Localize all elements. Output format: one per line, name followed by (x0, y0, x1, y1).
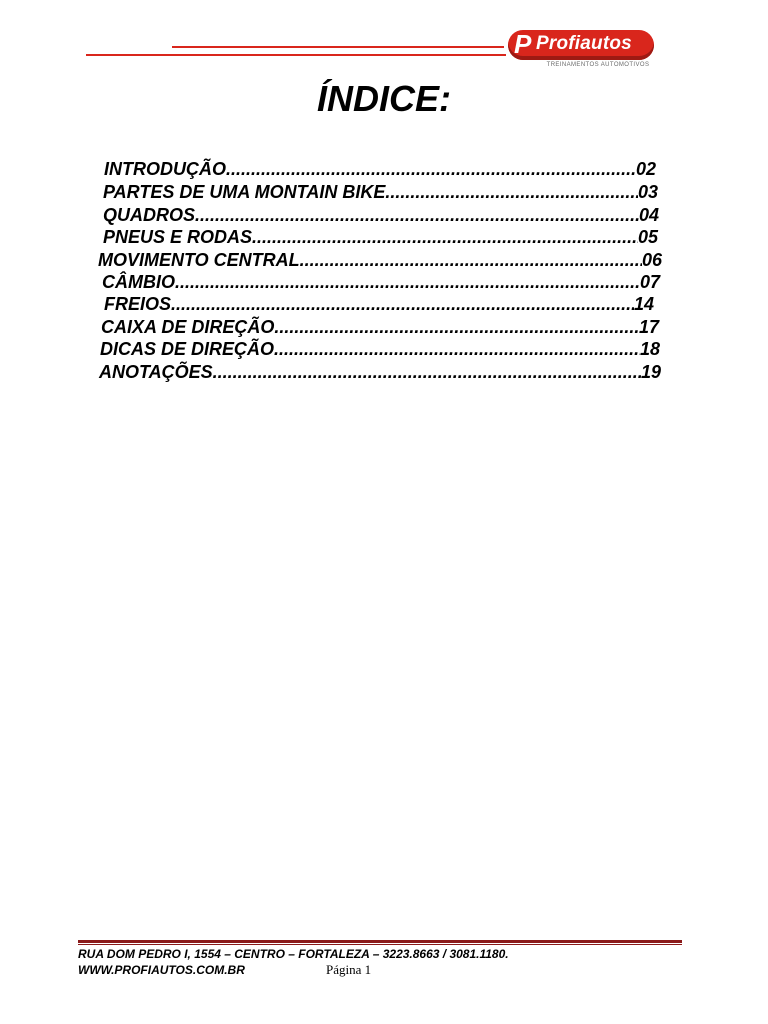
toc-leader (300, 250, 642, 271)
toc-entry (101, 317, 659, 339)
toc-leader (213, 362, 641, 383)
footer-rule (78, 944, 682, 945)
footer-address: RUA DOM PEDRO I, 1554 – CENTRO – FORTALEZA – 3223.8663 / 3081.1180. (78, 947, 509, 961)
footer-website: WWW.PROFIAUTOS.COM.BR (78, 963, 245, 977)
toc-entry-page: 07 (639, 272, 660, 292)
toc-leader (385, 182, 638, 203)
footer-rule (78, 940, 682, 943)
toc-entry-label: CAIXA DE DIREÇÃO (101, 317, 275, 337)
page-number: Página 1 (326, 962, 372, 977)
toc-entry-page: 14 (633, 294, 654, 314)
logo-name: Profiautos (536, 33, 632, 54)
logo-tagline: TREINAMENTOS AUTOMOTIVOS (546, 62, 650, 68)
toc-entry (104, 294, 654, 316)
toc-leader (175, 272, 640, 293)
page-title: ÍNDICE: (317, 78, 451, 119)
toc-entry-page: 06 (641, 250, 662, 270)
toc-entry-label: FREIOS (104, 294, 172, 314)
toc-entry (103, 205, 659, 227)
toc-entry-page: 04 (638, 205, 659, 225)
toc-leader (252, 227, 638, 248)
toc-leader (274, 339, 640, 360)
toc-entry-page: 05 (637, 227, 658, 247)
toc-leader (274, 317, 639, 338)
toc-entry-label: CÂMBIO (102, 272, 175, 292)
toc-entry-page: 18 (639, 339, 660, 359)
toc-entry-label: MOVIMENTO CENTRAL (98, 250, 300, 270)
toc-leader (195, 205, 639, 226)
toc-entry-label: PARTES DE UMA MONTAIN BIKE (103, 182, 386, 202)
toc-entry-page: 19 (640, 362, 661, 382)
toc-entry (103, 182, 658, 204)
toc-entry (104, 159, 656, 181)
toc-entry-label: QUADROS (103, 205, 196, 225)
toc-entry-label: INTRODUÇÃO (104, 159, 226, 179)
toc-entry (98, 250, 662, 272)
toc-entry-page: 17 (638, 317, 659, 337)
logo-letter: P (514, 29, 532, 59)
toc-entry-label: ANOTAÇÕES (99, 362, 213, 382)
profiautos-logo (508, 28, 656, 72)
header-rule (172, 46, 504, 48)
toc-entry-page: 03 (637, 182, 658, 202)
toc-leader (226, 159, 636, 180)
toc-entry (102, 272, 660, 294)
header-rule (86, 54, 506, 56)
toc-entry-label: DICAS DE DIREÇÃO (100, 339, 275, 359)
toc-entry-page: 02 (635, 159, 656, 179)
toc-entry (100, 339, 660, 361)
toc-leader (171, 294, 634, 315)
toc-entry (99, 362, 661, 384)
toc-entry (103, 227, 658, 249)
toc-entry-label: PNEUS E RODAS (103, 227, 253, 247)
